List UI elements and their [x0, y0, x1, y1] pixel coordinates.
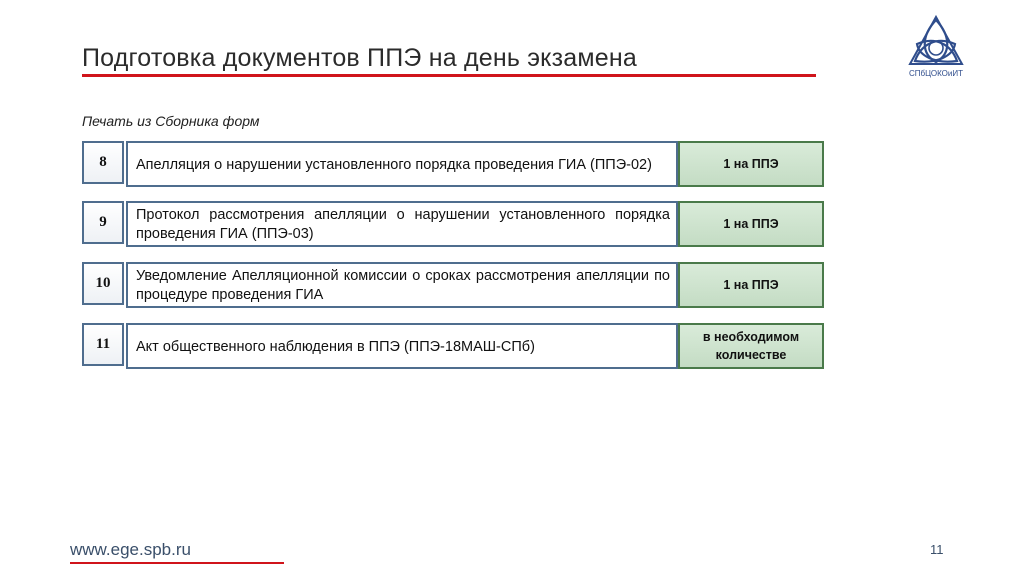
row-quantity: 1 на ППЭ — [678, 262, 824, 308]
row-description-text: Уведомление Апелляционной комиссии о сроках рассмотрения апелляции по процедуре проведения ГИА — [136, 268, 670, 303]
row-description — [126, 201, 678, 247]
logo-text: СПбЦОКОиИТ — [909, 69, 963, 78]
footer-underline — [70, 562, 284, 564]
row-description-text: Апелляция о нарушении установленного порядка проведения ГИА (ППЭ-02) — [136, 156, 652, 173]
logo — [896, 14, 976, 84]
row-description — [126, 323, 678, 369]
footer-url-link[interactable]: www.ege.spb.ru — [70, 540, 191, 559]
page-number: 11 — [930, 542, 944, 557]
row-description — [126, 262, 678, 308]
title-underline — [82, 74, 816, 77]
row-description-text: Протокол рассмотрения апелляции о нарушении установленного порядка проведения ГИА (ППЭ-03) — [136, 207, 670, 242]
section-subtitle: Печать из Сборника форм — [82, 113, 260, 129]
row-number: 8 — [82, 141, 124, 184]
slide-title: Подготовка документов ППЭ на день экзамена — [82, 44, 637, 72]
row-number: 10 — [82, 262, 124, 305]
row-description — [126, 141, 678, 187]
row-quantity: в необходимом количестве — [678, 323, 824, 369]
row-number: 11 — [82, 323, 124, 366]
triquetra-logo-icon — [907, 14, 965, 68]
row-number: 9 — [82, 201, 124, 244]
row-description-text: Акт общественного наблюдения в ППЭ (ППЭ-18МАШ-СПб) — [136, 338, 535, 355]
row-quantity: 1 на ППЭ — [678, 141, 824, 187]
row-quantity: 1 на ППЭ — [678, 201, 824, 247]
